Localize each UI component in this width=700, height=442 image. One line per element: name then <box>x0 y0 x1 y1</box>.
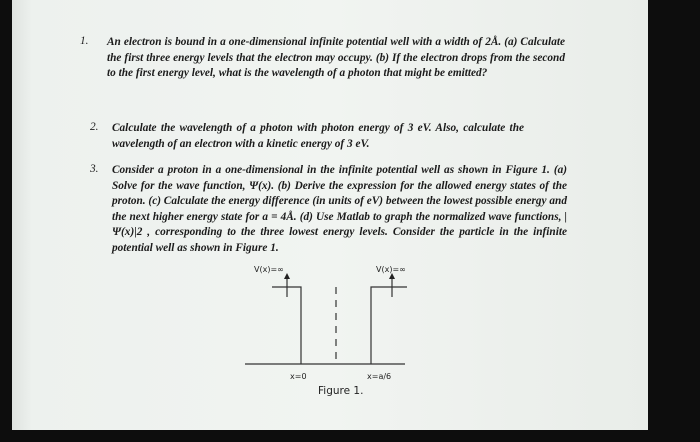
question-2-text: Calculate the wavelength of a photon with photon energy of 3 eV. Also, calculate the wavelength of an electron with a kinetic energy of 3 eV. <box>112 122 524 150</box>
question-3-text: Consider a proton in a one-dimensional in the infinite potential well as shown in Figure 1. (a) Solve for the wave function, Ψ(x). (b) Derive the expression for the allowed energy states of the proton. (c) Calculate the energy difference (in units of eV) between the lowest possible energy and the next higher energy state for a = 4Å. (d) Use Matlab to graph the normalized wave functions, |Ψ(x)|2 , corresponding to the three lowest energy levels. Consider the particle in the infinite potential well as shown in Figure 1. <box>112 164 567 254</box>
left-wall <box>272 287 301 364</box>
right-potential-label: V(x)=∞ <box>376 265 406 274</box>
question-1-number: 1. <box>80 35 89 47</box>
question-3-number: 3. <box>90 163 99 175</box>
question-2-number: 2. <box>90 121 99 133</box>
left-arrow-head <box>284 273 290 279</box>
question-1-text: An electron is bound in a one-dimensional infinite potential well with a width of 2Å. (a) Calculate the first three energy levels that the electron may occupy. (b) If the electron drops from the second to the first energy level, what is the wavelength of a photon that might be emitted? <box>107 36 565 80</box>
left-potential-label: V(x)=∞ <box>254 265 284 274</box>
x-a6-label: x=a/6 <box>367 372 392 381</box>
right-wall <box>371 287 407 364</box>
x-zero-label: x=0 <box>290 372 307 381</box>
figure-caption: Figure 1. <box>318 385 364 397</box>
